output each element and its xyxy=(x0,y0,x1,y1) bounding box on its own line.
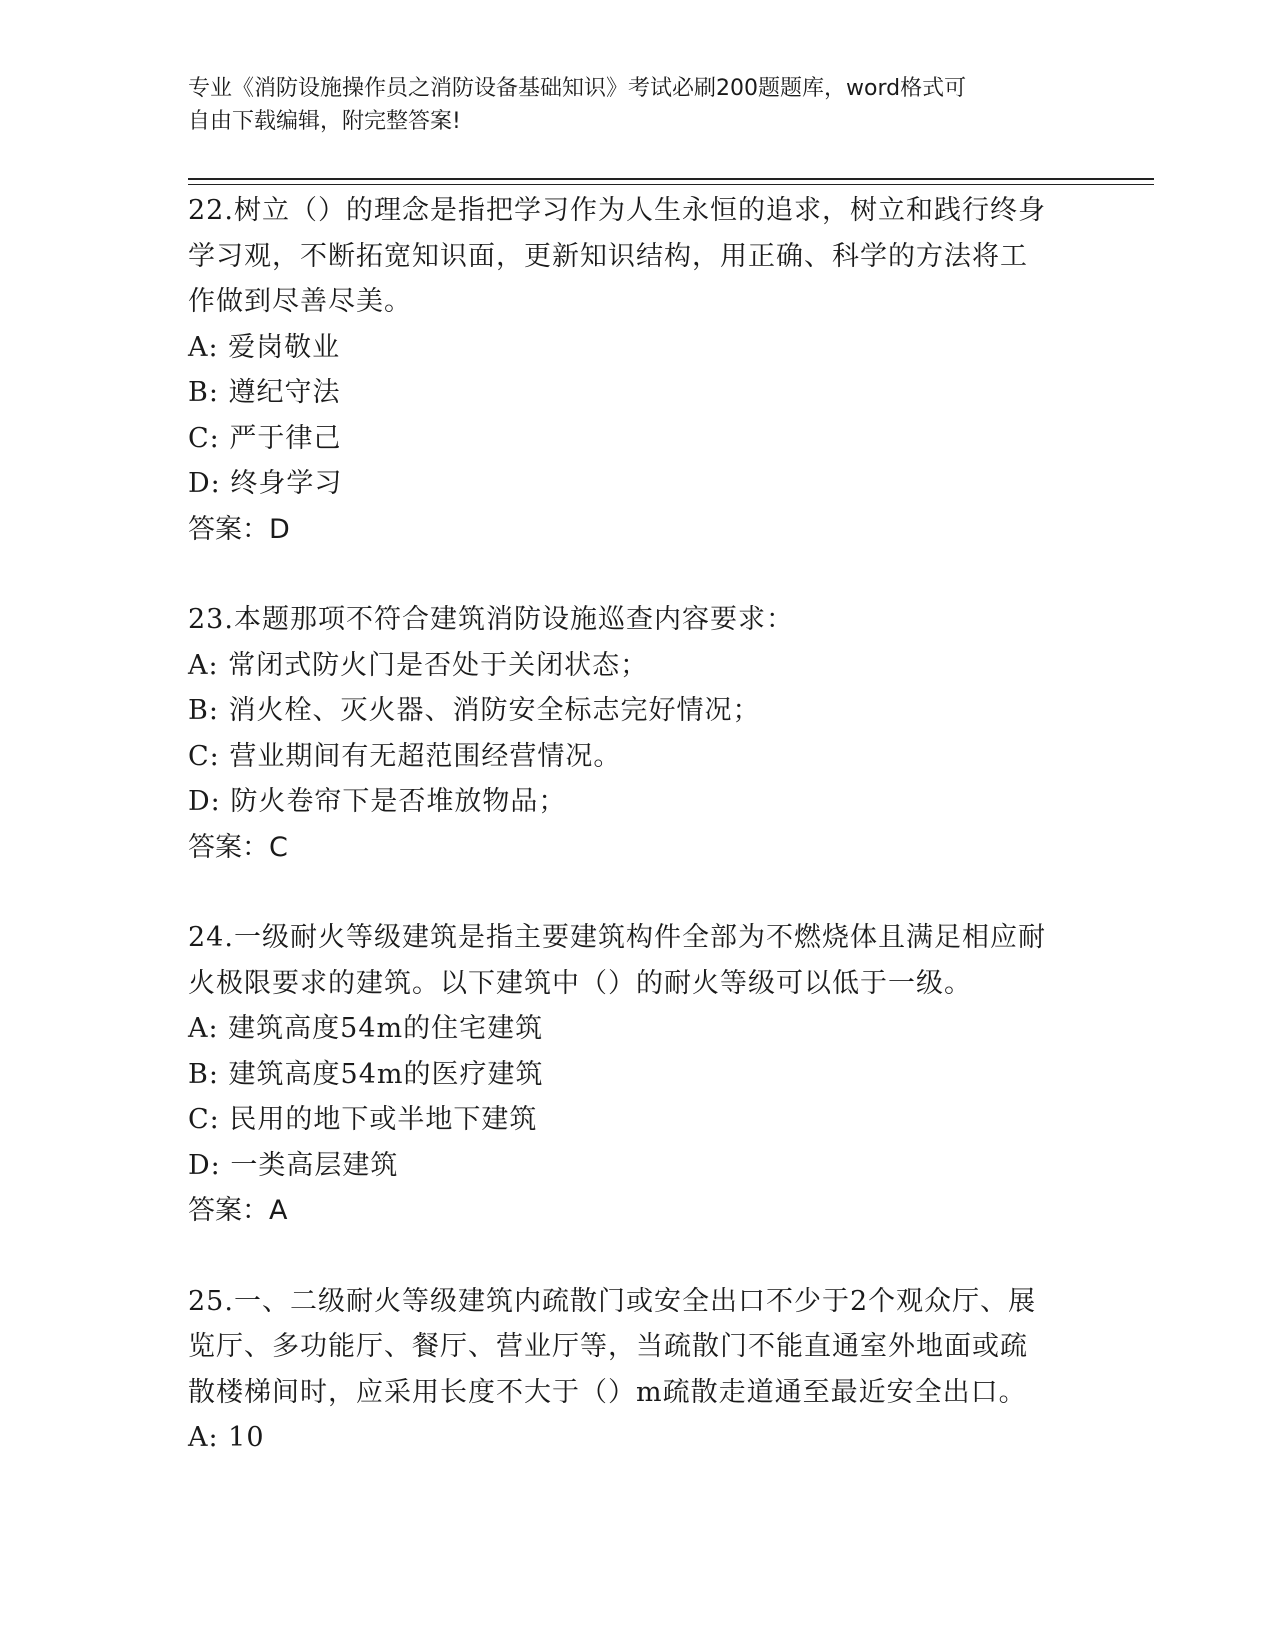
option-d: D: 防火卷帘下是否堆放物品； xyxy=(188,786,567,817)
option-a: A: 爱岗敬业 xyxy=(188,331,341,363)
question-text-line: 散楼梯间时，应采用长度不大于（）m疏散走道通至最近安全出口。 xyxy=(188,1376,1027,1408)
question-spacer xyxy=(188,1234,1088,1279)
question-text-line: 23.本题那项不符合建筑消防设施巡查内容要求： xyxy=(188,604,794,635)
header-line-2: 自由下载编辑，附完整答案! xyxy=(188,109,461,134)
answer-label: 答案：D xyxy=(188,513,290,545)
header-rule-thin xyxy=(188,184,1154,185)
question-text-line: 作做到尽善尽美。 xyxy=(188,286,412,317)
option-c: C: 严于律己 xyxy=(188,422,342,454)
option-c: C: 民用的地下或半地下建筑 xyxy=(188,1104,538,1135)
question-text-line: 25.一、二级耐火等级建筑内疏散门或安全出口不少于2个观众厅、展 xyxy=(188,1285,1037,1317)
option-a: A: 10 xyxy=(188,1422,265,1453)
question-text-line: 学习观，不断拓宽知识面，更新知识结构，用正确、科学的方法将工 xyxy=(188,240,1028,272)
document-header xyxy=(188,72,1088,138)
question-23 xyxy=(188,597,1088,870)
header-rule-thick xyxy=(188,178,1154,180)
question-25 xyxy=(188,1279,1088,1461)
question-list xyxy=(188,188,1088,1461)
question-text-line: 火极限要求的建筑。以下建筑中（）的耐火等级可以低于一级。 xyxy=(188,967,972,999)
option-b: B: 消火栓、灭火器、消防安全标志完好情况； xyxy=(188,695,761,726)
question-text-line: 22.树立（）的理念是指把学习作为人生永恒的追求，树立和践行终身 xyxy=(188,195,1046,226)
option-d: D: 一类高层建筑 xyxy=(188,1149,399,1181)
answer-label: 答案：C xyxy=(188,831,288,863)
question-text-line: 24.一级耐火等级建筑是指主要建筑构件全部为不燃烧体且满足相应耐 xyxy=(188,922,1046,953)
option-a: A: 常闭式防火门是否处于关闭状态； xyxy=(188,649,649,681)
option-b: B: 建筑高度54m的医疗建筑 xyxy=(188,1058,544,1090)
option-a: A: 建筑高度54m的住宅建筑 xyxy=(188,1013,544,1044)
option-c: C: 营业期间有无超范围经营情况。 xyxy=(188,740,622,772)
question-24 xyxy=(188,915,1088,1234)
question-22 xyxy=(188,188,1088,552)
question-spacer xyxy=(188,870,1088,915)
option-d: D: 终身学习 xyxy=(188,468,343,499)
option-b: B: 遵纪守法 xyxy=(188,377,341,408)
question-spacer xyxy=(188,552,1088,597)
question-text-line: 览厅、多功能厅、餐厅、营业厅等，当疏散门不能直通室外地面或疏 xyxy=(188,1331,1028,1362)
header-line-1: 专业《消防设施操作员之消防设备基础知识》考试必刷200题题库，word格式可 xyxy=(188,76,967,101)
answer-label: 答案：A xyxy=(188,1195,288,1226)
